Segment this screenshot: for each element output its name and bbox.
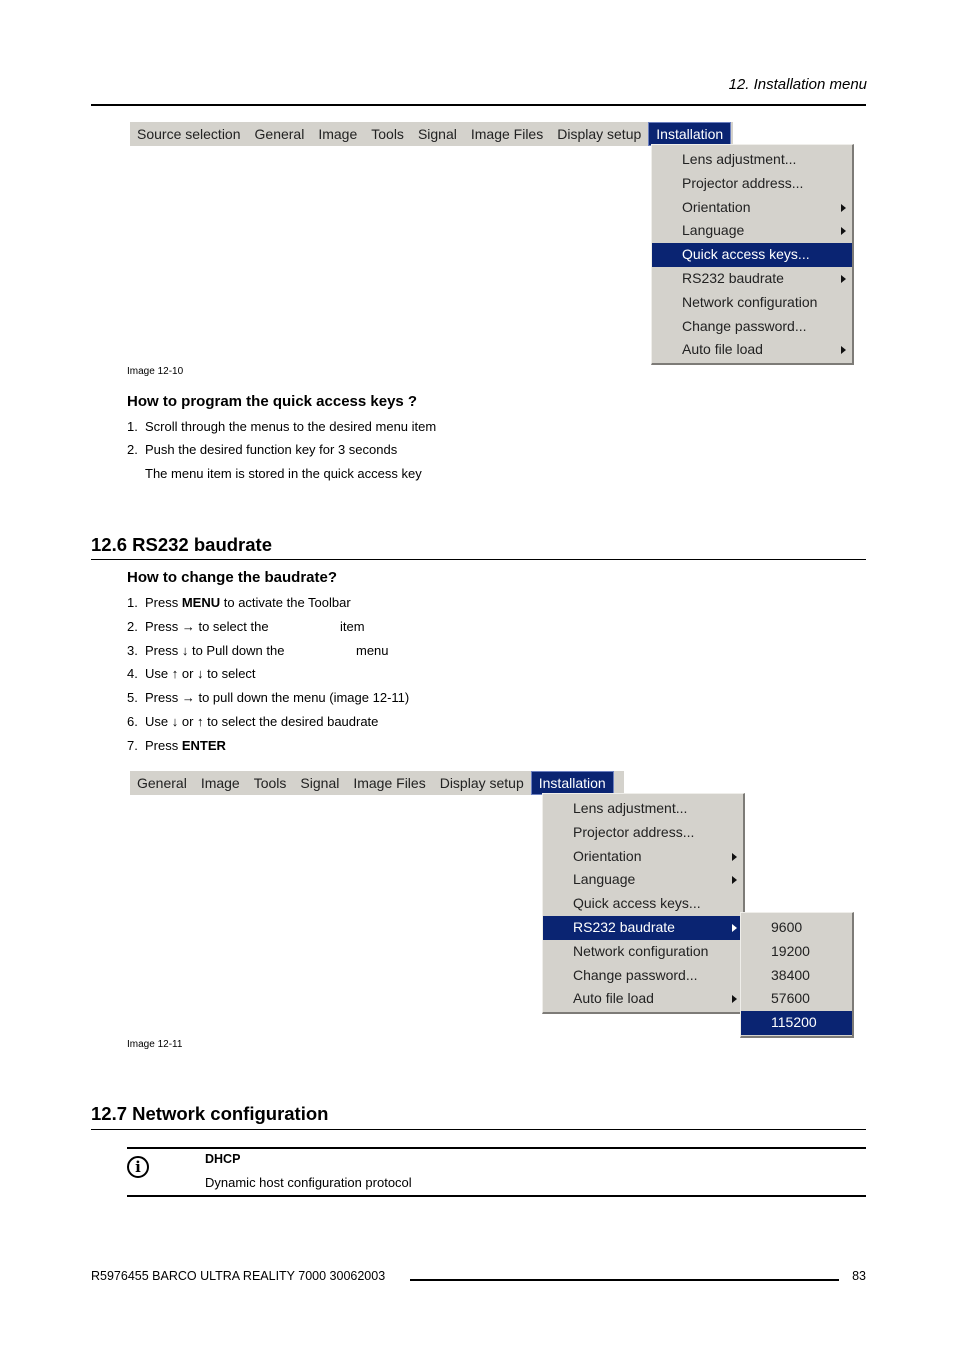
step-note: The menu item is stored in the quick access key [145,466,422,481]
menu-item-orientation[interactable] [543,845,743,869]
menu-item-label: Orientation [573,847,642,864]
page-number: 83 [852,1269,866,1283]
menu-item-label: Network configuration [573,942,709,959]
menu-item-label: 38400 [771,966,810,983]
submenu-arrow-icon [841,204,846,212]
step-number: 2. [127,619,138,634]
step-text: Push the desired function key for 3 seconds [145,442,398,457]
menu-item-label: RS232 baudrate [573,918,675,935]
info-title: DHCP [205,1152,241,1166]
step-text: Scroll through the menus to the desired menu item [145,419,437,434]
menu-signal[interactable]: Signal [417,126,457,142]
step-number: 1. [127,419,138,434]
step-item [127,442,397,457]
baudrate-115200[interactable] [741,1011,852,1035]
menu-item-language[interactable] [652,219,852,243]
menu-item-label: Language [573,871,636,888]
menu-item-label: Language [682,222,745,239]
menu-signal[interactable]: Signal [300,775,340,791]
installation-dropdown [542,793,745,1014]
section-rule [91,559,866,560]
menu-item-label: Lens adjustment... [573,800,688,816]
menu-item-language[interactable] [543,868,743,892]
step-item [127,690,409,705]
info-box-top-rule [127,1147,866,1149]
step-number: 6. [127,714,138,729]
header-rule [91,104,866,106]
baudrate-heading: How to change the baudrate? [127,569,338,586]
submenu-arrow-icon [732,924,737,932]
menu-item-auto-file-load[interactable] [543,987,743,1011]
menu-item-projector-address[interactable] [652,172,852,196]
submenu-arrow-icon [732,853,737,861]
toolbar-menubar [130,771,624,795]
menu-item-label: Change password... [573,966,698,983]
menu-display-setup[interactable]: Display setup [557,126,642,142]
menu-display-setup[interactable]: Display setup [439,775,524,791]
installation-dropdown [651,144,854,365]
menu-item-label: Orientation [682,198,751,215]
menu-item-label: Auto file load [573,990,654,1007]
menu-item-network-configuration[interactable] [652,291,852,315]
menu-item-quick-access-keys[interactable] [652,243,852,267]
step-text: Press [145,595,182,610]
step-number: 7. [127,738,138,753]
submenu-arrow-icon [732,995,737,1003]
baudrate-submenu [740,912,854,1038]
step-number: 1. [127,595,138,610]
step-item [127,666,256,681]
step-item [127,595,351,610]
menu-item-auto-file-load[interactable] [652,338,852,362]
toolbar-menubar [130,122,733,146]
menu-item-label: Quick access keys... [573,895,701,912]
menu-item-label: 9600 [771,919,803,935]
menu-tools[interactable]: Tools [371,126,404,142]
info-text: Dynamic host configuration protocol [205,1175,412,1190]
menu-item-network-configuration[interactable] [543,940,743,964]
menu-item-lens-adjustment[interactable] [652,148,852,172]
figure-caption: Image 12-11 [127,1039,183,1050]
step-text: to activate the Toolbar [220,595,351,610]
menu-item-label: Quick access keys... [682,246,810,263]
menu-installation[interactable]: Installation [648,122,731,146]
key-name: ENTER [181,738,226,753]
menu-image-files[interactable]: Image Files [353,775,426,791]
step-item [127,619,269,634]
baudrate-57600[interactable] [741,987,852,1011]
menu-item-label: Lens adjustment... [682,151,797,167]
menu-item-quick-access-keys[interactable] [543,892,743,916]
footer-doc: R5976455 BARCO ULTRA REALITY 7000 30062003 [91,1269,386,1283]
submenu-arrow-icon [841,346,846,354]
step-number: 3. [127,643,138,658]
menu-item-rs232-baudrate[interactable] [543,916,743,940]
menu-item-projector-address[interactable] [543,821,743,845]
menu-item-change-password[interactable] [543,964,743,988]
baudrate-9600[interactable] [741,916,852,940]
step-text: Press ↓ to Pull down the [145,643,285,658]
menu-item-label: RS232 baudrate [682,269,784,286]
menu-tools[interactable]: Tools [253,775,287,791]
menu-source-selection[interactable]: Source selection [137,126,241,142]
section-title: 12.6 RS232 baudrate [91,534,272,555]
key-name: MENU [181,595,221,610]
menu-item-rs232-baudrate[interactable] [652,267,852,291]
submenu-arrow-icon [732,876,737,884]
step-text: Use ↓ or ↑ to select the desired baudrate [145,714,379,729]
baudrate-19200[interactable] [741,940,852,964]
step-text: Press → to select the [145,619,269,634]
section-title: 12.7 Network configuration [91,1103,329,1124]
menu-general[interactable]: General [254,126,305,142]
step-text: menu [356,643,389,658]
menu-item-label: 19200 [771,942,810,959]
figure-caption: Image 12-10 [127,366,184,377]
menu-item-lens-adjustment[interactable] [543,797,743,821]
menu-item-label: 115200 [771,1014,817,1031]
info-box-bottom-rule [127,1195,866,1197]
footer-rule [410,1279,839,1281]
menu-image-files[interactable]: Image Files [470,126,544,142]
step-item [127,419,436,434]
step-item [127,738,226,753]
section-rule [91,1129,866,1130]
menu-item-label: 57600 [771,990,810,1007]
chapter-header: 12. Installation menu [728,76,867,93]
baudrate-38400[interactable] [741,964,852,988]
step-item [127,714,378,729]
menu-item-orientation[interactable] [652,196,852,220]
menu-item-label: Projector address... [682,174,804,191]
menu-installation[interactable]: Installation [531,771,614,795]
step-number: 2. [127,442,138,457]
menu-image[interactable]: Image [318,126,358,142]
menu-item-label: Auto file load [682,341,763,358]
step-text: item [340,619,365,634]
menu-item-label: Network configuration [682,293,818,310]
menu-image[interactable]: Image [200,775,240,791]
menu-item-label: Projector address... [573,823,695,840]
info-icon: i [127,1156,149,1178]
submenu-arrow-icon [841,227,846,235]
quick-access-heading: How to program the quick access keys ? [127,393,418,410]
step-number: 4. [127,666,138,681]
step-number: 5. [127,690,138,705]
step-text: Use ↑ or ↓ to select [145,666,256,681]
step-item [127,643,284,658]
step-text: Press → to pull down the menu (image 12-11) [145,690,410,705]
submenu-arrow-icon [841,275,846,283]
menu-item-label: Change password... [682,317,807,334]
menu-general[interactable]: General [137,775,187,791]
step-text: Press [145,738,182,753]
menu-item-change-password[interactable] [652,315,852,339]
